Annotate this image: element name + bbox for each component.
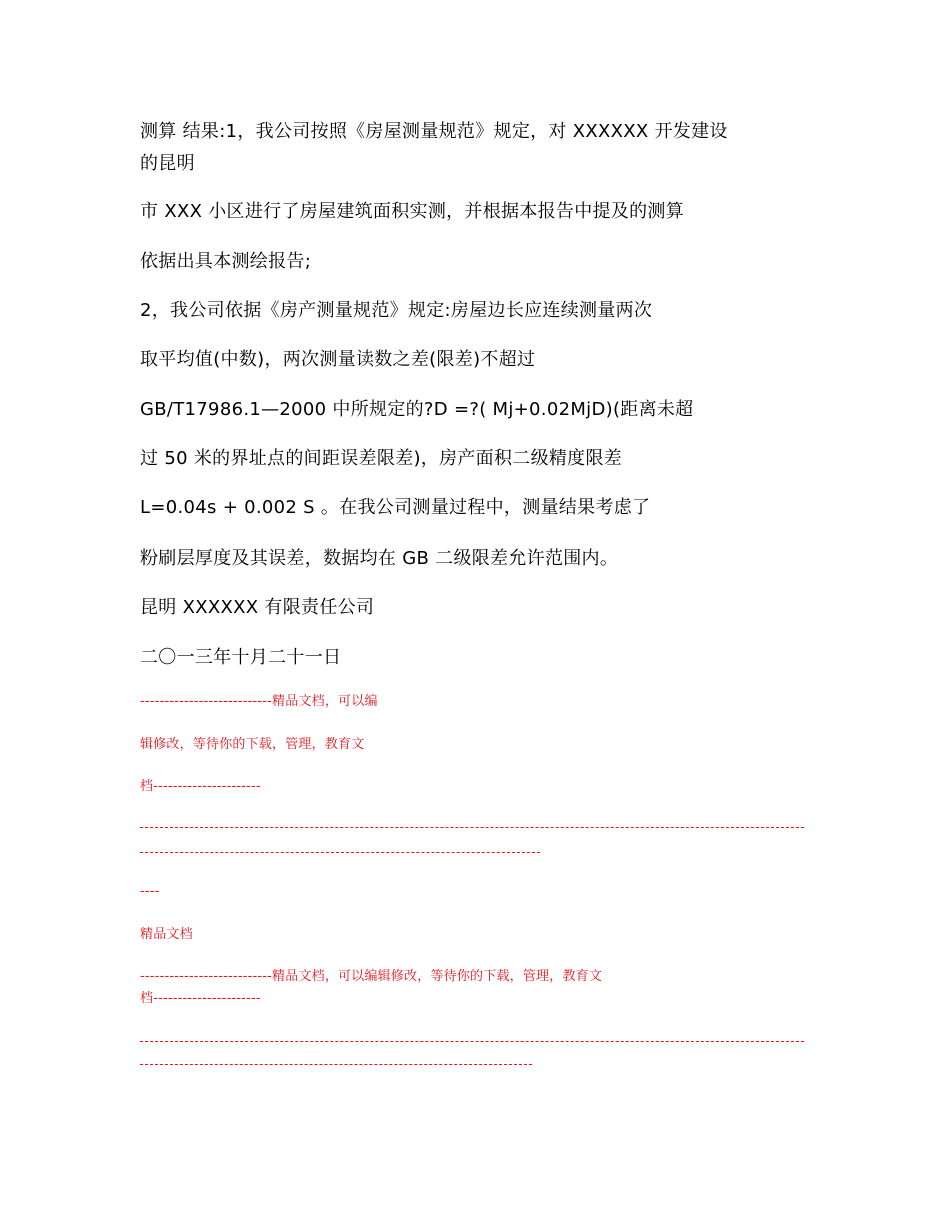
body-line-5: 2，我公司依据《房产测量规范》规定:房屋边长应连续测量两次	[140, 300, 653, 321]
body-line-6: 取平均值(中数)，两次测量读数之差(限差)不超过	[140, 349, 536, 370]
signature-company: 昆明 XXXXXX 有限责任公司	[140, 597, 375, 618]
body-line-10: 粉刷层厚度及其误差，数据均在 GB 二级限差允许范围内。	[140, 548, 619, 569]
watermark-short-dashes: ----	[140, 884, 160, 899]
watermark-line-5: 档----------------------	[140, 991, 261, 1006]
dashed-rule-2a	[140, 1041, 804, 1042]
watermark-line-3: 档----------------------	[140, 779, 261, 794]
body-line-3: 市 XXX 小区进行了房屋建筑面积实测，并根据本报告中提及的测算	[140, 201, 685, 222]
body-line-9: L=0.04s + 0.002 S 。在我公司测量过程中，测量结果考虑了	[140, 497, 651, 518]
body-line-8: 过 50 米的界址点的间距误差限差)，房产面积二级精度限差	[140, 448, 623, 469]
watermark-line-2: 辑修改，等待你的下载，管理，教育文	[140, 737, 365, 752]
watermark-label: 精品文档	[140, 927, 193, 942]
watermark-line-4: ---------------------------精品文档，可以编辑修改，等待你的下载，管理，教育文	[140, 969, 603, 984]
body-line-7: GB/T17986.1—2000 中所规定的?D =?( Mj+0.02MjD)(距离未超	[140, 399, 694, 420]
dashed-rule-1b	[140, 852, 540, 853]
watermark-line-1: ---------------------------精品文档，可以编	[140, 694, 378, 709]
body-line-1: 测算 结果:1，我公司按照《房屋测量规范》规定，对 XXXXXX 开发建设	[140, 121, 728, 142]
body-line-2: 的昆明	[140, 153, 195, 174]
body-line-4: 依据出具本测绘报告;	[140, 251, 312, 272]
dashed-rule-1a	[140, 827, 804, 828]
dashed-rule-2b	[140, 1064, 532, 1065]
signature-date: 二〇一三年十月二十一日	[140, 647, 342, 668]
